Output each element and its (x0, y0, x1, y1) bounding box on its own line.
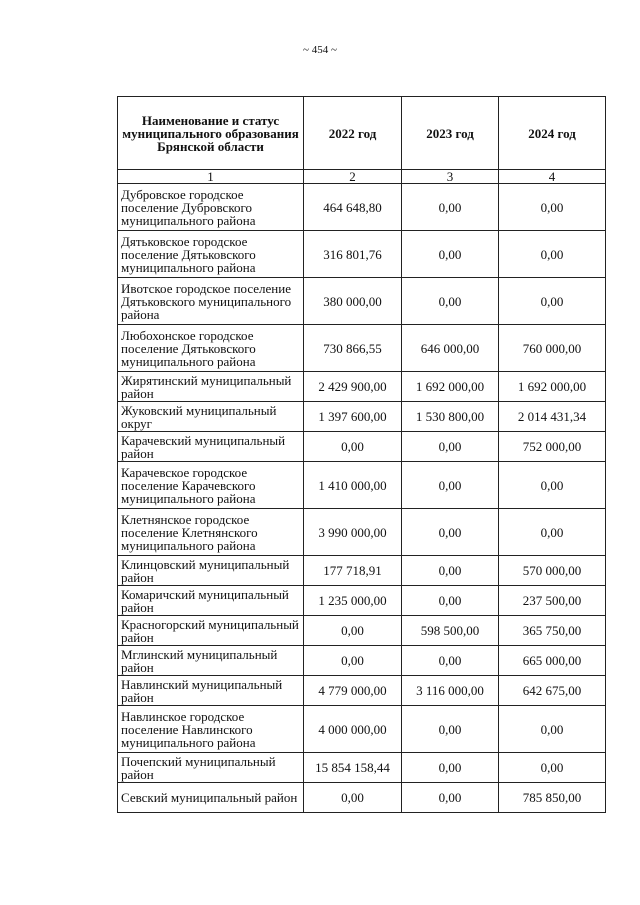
value-2024: 0,00 (499, 753, 606, 783)
value-2023: 0,00 (402, 646, 499, 676)
value-2023: 0,00 (402, 462, 499, 509)
column-number-row (118, 170, 606, 184)
value-2023: 0,00 (402, 509, 499, 556)
value-2024: 570 000,00 (499, 556, 606, 586)
column-number: 4 (499, 170, 606, 184)
value-2024: 365 750,00 (499, 616, 606, 646)
municipality-name: Карачевское городское поселение Карачевского муниципального района (118, 462, 304, 509)
value-2022: 316 801,76 (304, 231, 402, 278)
table-row (118, 706, 606, 753)
municipality-name: Мглинский муниципальный район (118, 646, 304, 676)
value-2022: 2 429 900,00 (304, 372, 402, 402)
table-row (118, 231, 606, 278)
value-2022: 0,00 (304, 616, 402, 646)
value-2024: 0,00 (499, 278, 606, 325)
subsidy-table (117, 96, 606, 813)
value-2022: 3 990 000,00 (304, 509, 402, 556)
value-2023: 598 500,00 (402, 616, 499, 646)
value-2024: 0,00 (499, 231, 606, 278)
header-year-2023: 2023 год (402, 97, 499, 170)
municipality-name: Жуковский муниципальный округ (118, 402, 304, 432)
table-row (118, 462, 606, 509)
municipality-name: Клинцовский муниципальный район (118, 556, 304, 586)
table-row (118, 432, 606, 462)
value-2024: 642 675,00 (499, 676, 606, 706)
municipality-name: Дубровское городское поселение Дубровского муниципального района (118, 184, 304, 231)
value-2023: 0,00 (402, 783, 499, 813)
value-2024: 785 850,00 (499, 783, 606, 813)
municipality-name: Карачевский муниципальный район (118, 432, 304, 462)
value-2023: 0,00 (402, 556, 499, 586)
value-2022: 0,00 (304, 646, 402, 676)
value-2024: 665 000,00 (499, 646, 606, 676)
table-row (118, 783, 606, 813)
page-number: ~ 454 ~ (303, 44, 337, 56)
value-2023: 0,00 (402, 706, 499, 753)
table-header-row (118, 97, 606, 170)
value-2022: 4 000 000,00 (304, 706, 402, 753)
table-row (118, 278, 606, 325)
municipality-name: Почепский муниципальный район (118, 753, 304, 783)
municipality-name: Навлинское городское поселение Навлинского муниципального района (118, 706, 304, 753)
table-row (118, 616, 606, 646)
table-row (118, 325, 606, 372)
municipality-name: Ивотское городское поселение Дятьковского муниципального района (118, 278, 304, 325)
value-2024: 237 500,00 (499, 586, 606, 616)
table-row (118, 646, 606, 676)
municipality-name: Навлинский муниципальный район (118, 676, 304, 706)
value-2023: 1 530 800,00 (402, 402, 499, 432)
value-2024: 2 014 431,34 (499, 402, 606, 432)
value-2022: 1 397 600,00 (304, 402, 402, 432)
value-2023: 0,00 (402, 432, 499, 462)
municipality-name: Севский муниципальный район (118, 783, 304, 813)
table-row (118, 556, 606, 586)
municipality-name: Комаричский муниципальный район (118, 586, 304, 616)
value-2024: 0,00 (499, 462, 606, 509)
value-2022: 380 000,00 (304, 278, 402, 325)
value-2023: 646 000,00 (402, 325, 499, 372)
table-row (118, 372, 606, 402)
table-row (118, 509, 606, 556)
value-2023: 0,00 (402, 586, 499, 616)
table-row (118, 184, 606, 231)
table-row (118, 402, 606, 432)
value-2023: 1 692 000,00 (402, 372, 499, 402)
value-2024: 1 692 000,00 (499, 372, 606, 402)
value-2023: 3 116 000,00 (402, 676, 499, 706)
value-2022: 464 648,80 (304, 184, 402, 231)
value-2024: 752 000,00 (499, 432, 606, 462)
value-2022: 4 779 000,00 (304, 676, 402, 706)
value-2023: 0,00 (402, 184, 499, 231)
value-2022: 1 235 000,00 (304, 586, 402, 616)
municipality-name: Дятьковское городское поселение Дятьковского муниципального района (118, 231, 304, 278)
value-2024: 0,00 (499, 706, 606, 753)
municipality-name: Красногорский муниципальный район (118, 616, 304, 646)
header-municipality: Наименование и статус муниципального образования Брянской области (118, 97, 304, 170)
value-2022: 0,00 (304, 783, 402, 813)
header-year-2024: 2024 год (499, 97, 606, 170)
header-year-2022: 2022 год (304, 97, 402, 170)
column-number: 2 (304, 170, 402, 184)
value-2022: 177 718,91 (304, 556, 402, 586)
column-number: 1 (118, 170, 304, 184)
value-2024: 0,00 (499, 184, 606, 231)
value-2023: 0,00 (402, 753, 499, 783)
municipality-name: Любохонское городское поселение Дятьковского муниципального района (118, 325, 304, 372)
value-2023: 0,00 (402, 278, 499, 325)
municipality-name: Клетнянское городское поселение Клетнянского муниципального района (118, 509, 304, 556)
value-2022: 15 854 158,44 (304, 753, 402, 783)
value-2024: 0,00 (499, 509, 606, 556)
municipality-name: Жирятинский муниципальный район (118, 372, 304, 402)
value-2023: 0,00 (402, 231, 499, 278)
column-number: 3 (402, 170, 499, 184)
table-row (118, 676, 606, 706)
table-row (118, 586, 606, 616)
value-2024: 760 000,00 (499, 325, 606, 372)
table-row (118, 753, 606, 783)
value-2022: 730 866,55 (304, 325, 402, 372)
value-2022: 0,00 (304, 432, 402, 462)
value-2022: 1 410 000,00 (304, 462, 402, 509)
